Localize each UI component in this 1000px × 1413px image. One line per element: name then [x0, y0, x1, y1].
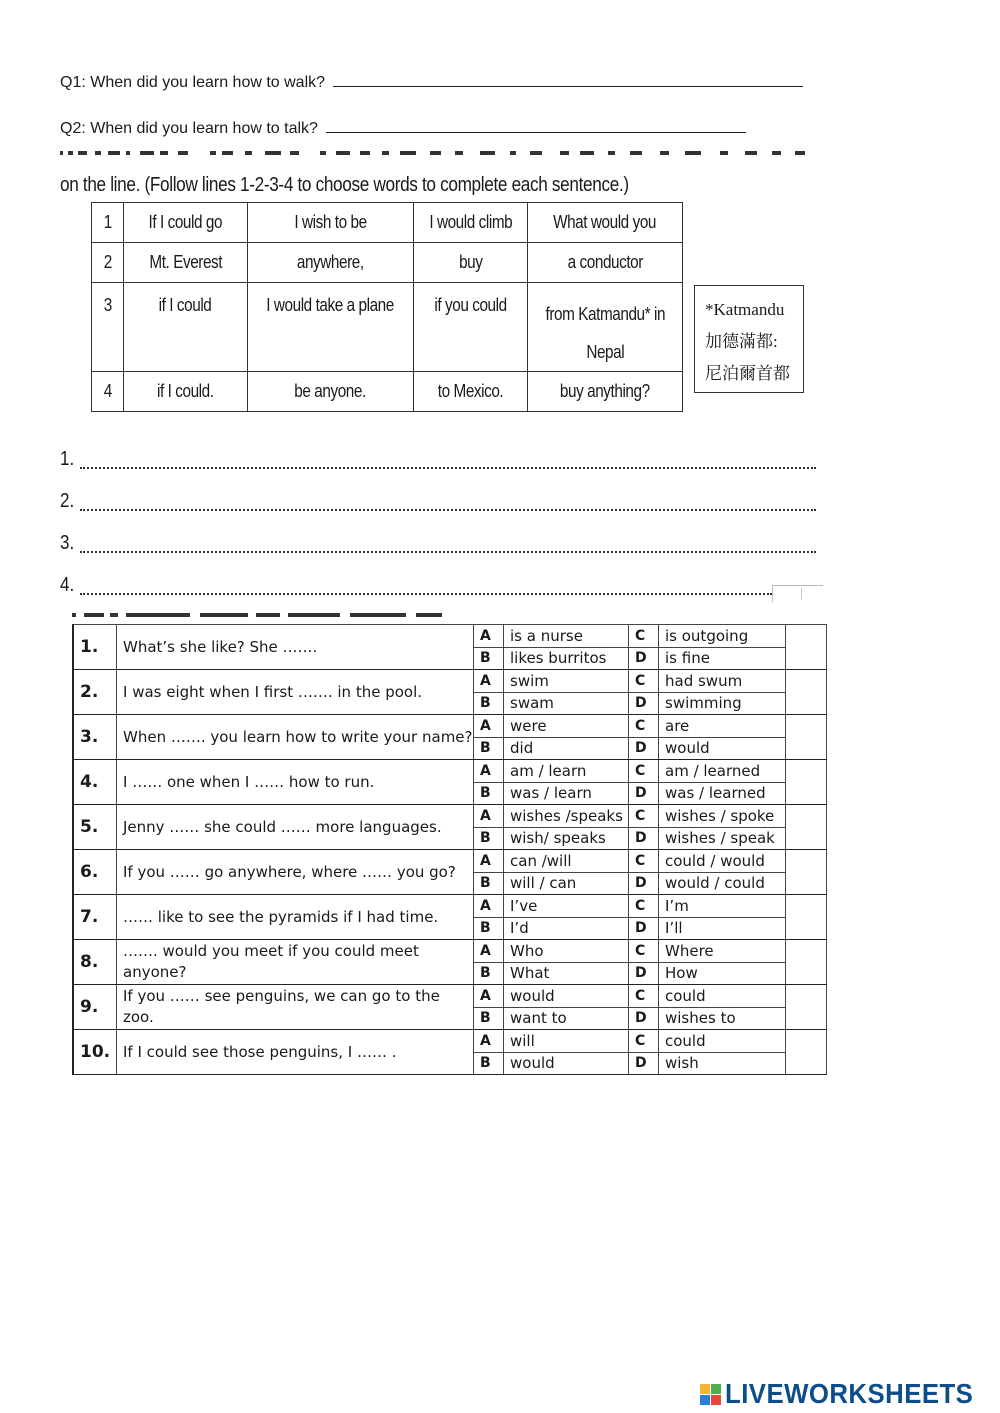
word-table-cell — [414, 283, 528, 372]
option-letter-b: B — [474, 737, 504, 760]
word-table-cell — [414, 243, 528, 283]
grammar-question-number: 6. — [73, 850, 117, 895]
answer-line-number: 4. — [60, 574, 75, 596]
grammar-row-top — [73, 1030, 827, 1053]
word-table-cell — [528, 283, 683, 372]
answer-line-3[interactable] — [60, 532, 816, 558]
liveworksheets-logo — [700, 1376, 995, 1412]
option-letter-a: A — [474, 670, 504, 693]
word-table-row-number — [92, 243, 124, 283]
word-table-row-number — [92, 283, 124, 372]
word-cell-text: if you could — [434, 295, 507, 315]
word-table-row — [92, 243, 683, 283]
option-c[interactable]: could / would — [659, 850, 786, 873]
option-letter-a: A — [474, 760, 504, 783]
option-letter-c: C — [629, 1030, 659, 1053]
answer-line-4[interactable] — [60, 574, 772, 600]
grammar-row-top — [73, 850, 827, 873]
question-1-label: Q1: When did you learn how to walk? — [60, 74, 326, 91]
grammar-row-top — [73, 760, 827, 783]
answer-line-number: 2. — [60, 490, 75, 512]
word-cell-text: a conductor — [567, 252, 643, 272]
option-letter-a: A — [474, 1030, 504, 1053]
option-letter-b: B — [474, 917, 504, 940]
option-letter-d: D — [629, 917, 659, 940]
option-letter-a: A — [474, 715, 504, 738]
word-table-row-number — [92, 203, 124, 243]
option-letter-c: C — [629, 940, 659, 963]
option-letter-a: A — [474, 940, 504, 963]
option-d[interactable]: swimming — [659, 692, 786, 715]
option-d[interactable]: would / could — [659, 872, 786, 895]
question-1 — [60, 72, 803, 92]
row-number-text: 1 — [103, 212, 112, 232]
part-heading-strokes — [72, 604, 472, 618]
answer-box[interactable] — [786, 1030, 827, 1075]
answer-box[interactable] — [786, 895, 827, 940]
option-c[interactable]: had swum — [659, 670, 786, 693]
answer-line-1[interactable] — [60, 448, 816, 474]
option-letter-b: B — [474, 872, 504, 895]
grammar-question-text: What’s she like? She ……. — [117, 625, 474, 670]
option-letter-a: A — [474, 850, 504, 873]
option-letter-d: D — [629, 962, 659, 985]
grammar-question-number: 8. — [73, 940, 117, 985]
option-c[interactable]: am / learned — [659, 760, 786, 783]
word-cell-text: I would climb — [429, 212, 512, 232]
word-cell-text: if I could — [159, 295, 212, 315]
word-cell-text: anywhere, — [297, 252, 364, 272]
logo-mark-icon — [700, 1384, 721, 1405]
grammar-question-text: …… like to see the pyramids if I had time. — [117, 895, 474, 940]
option-letter-d: D — [629, 1052, 659, 1075]
option-b[interactable]: would — [504, 1052, 629, 1075]
answer-line-2[interactable] — [60, 490, 816, 516]
word-table-cell — [124, 203, 248, 243]
word-table-cell — [124, 243, 248, 283]
grammar-question-number: 2. — [73, 670, 117, 715]
instruction-text: on the line. (Follow lines 1-2-3-4 to choose words to complete each sentence.) — [60, 174, 629, 196]
dotted-line — [80, 467, 816, 469]
option-d[interactable]: wishes / speak — [659, 827, 786, 850]
grammar-row-top — [73, 805, 827, 828]
option-letter-c: C — [629, 805, 659, 828]
option-letter-b: B — [474, 1007, 504, 1030]
word-cell-text: buy anything? — [560, 381, 650, 401]
option-c[interactable]: could — [659, 1030, 786, 1053]
word-table-cell — [414, 203, 528, 243]
option-d[interactable]: would — [659, 737, 786, 760]
cutoff-text-remnant — [60, 140, 810, 158]
option-letter-d: D — [629, 1007, 659, 1030]
dotted-line — [80, 509, 816, 511]
option-a[interactable]: can /will — [504, 850, 629, 873]
grammar-question-number: 3. — [73, 715, 117, 760]
option-d[interactable]: How — [659, 962, 786, 985]
answer-line-number: 3. — [60, 532, 75, 554]
word-cell-text: be anyone. — [294, 381, 367, 401]
footnote-line-3: 尼泊爾首都 — [705, 364, 790, 383]
answer-line-number: 1. — [60, 448, 75, 470]
word-cell-text: I would take a plane — [266, 295, 395, 315]
option-letter-d: D — [629, 872, 659, 895]
word-cell-text: to Mexico. — [437, 381, 504, 401]
grammar-table — [72, 624, 827, 1075]
option-c[interactable]: is outgoing — [659, 625, 786, 648]
option-b[interactable]: swam — [504, 692, 629, 715]
answer-box[interactable] — [786, 670, 827, 715]
option-letter-c: C — [629, 985, 659, 1008]
grammar-question-number: 4. — [73, 760, 117, 805]
option-a[interactable]: were — [504, 715, 629, 738]
option-c[interactable]: are — [659, 715, 786, 738]
question-2-answer-blank[interactable] — [326, 118, 746, 133]
option-a[interactable]: would — [504, 985, 629, 1008]
option-d[interactable]: I’ll — [659, 917, 786, 940]
grammar-question-text: If I could see those penguins, I …… . — [117, 1030, 474, 1075]
word-table-row — [92, 372, 683, 412]
option-a[interactable]: Who — [504, 940, 629, 963]
grammar-row-top — [73, 670, 827, 693]
option-letter-b: B — [474, 692, 504, 715]
word-table-row-number — [92, 372, 124, 412]
grammar-question-text: When ……. you learn how to write your name? — [117, 715, 474, 760]
word-table — [91, 202, 683, 412]
grammar-question-number: 10. — [73, 1030, 117, 1075]
option-b[interactable]: I’d — [504, 917, 629, 940]
dotted-line — [80, 551, 816, 553]
option-b[interactable]: want to — [504, 1007, 629, 1030]
word-cell-text: Mt. Everest — [149, 252, 222, 272]
option-d[interactable]: is fine — [659, 647, 786, 670]
word-table-cell — [528, 372, 683, 412]
answer-box[interactable] — [786, 940, 827, 985]
option-letter-b: B — [474, 962, 504, 985]
option-d[interactable]: was / learned — [659, 782, 786, 805]
option-c[interactable]: wishes / spoke — [659, 805, 786, 828]
row-number-text: 2 — [103, 252, 112, 272]
grammar-row-top — [73, 715, 827, 738]
word-cell-text: What would you — [553, 212, 657, 232]
option-c[interactable]: could — [659, 985, 786, 1008]
option-a[interactable]: am / learn — [504, 760, 629, 783]
word-table-cell — [248, 372, 414, 412]
option-letter-c: C — [629, 895, 659, 918]
option-letter-c: C — [629, 850, 659, 873]
grammar-question-number: 9. — [73, 985, 117, 1030]
option-letter-d: D — [629, 737, 659, 760]
option-letter-a: A — [474, 805, 504, 828]
grammar-row-top — [73, 895, 827, 918]
dotted-line — [80, 593, 772, 595]
option-a[interactable]: swim — [504, 670, 629, 693]
option-c[interactable]: I’m — [659, 895, 786, 918]
option-letter-d: D — [629, 647, 659, 670]
option-letter-c: C — [629, 715, 659, 738]
cutoff-text-strokes — [60, 140, 810, 158]
grammar-row-top — [73, 940, 827, 963]
word-cell-text: If I could go — [148, 212, 223, 232]
option-letter-a: A — [474, 895, 504, 918]
word-table-cell — [528, 243, 683, 283]
option-letter-a: A — [474, 625, 504, 648]
word-table-cell — [528, 203, 683, 243]
option-letter-a: A — [474, 985, 504, 1008]
katmandu-footnote-box — [694, 285, 804, 393]
option-b[interactable]: will / can — [504, 872, 629, 895]
grammar-question-text: If you …… see penguins, we can go to the zoo. — [117, 985, 474, 1030]
question-1-answer-blank[interactable] — [333, 72, 803, 87]
answer-box[interactable] — [786, 850, 827, 895]
option-b[interactable]: What — [504, 962, 629, 985]
answer-box[interactable] — [786, 715, 827, 760]
grammar-question-text: Jenny …… she could …… more languages. — [117, 805, 474, 850]
part-heading-remnant — [72, 604, 472, 618]
option-b[interactable]: did — [504, 737, 629, 760]
option-letter-c: C — [629, 670, 659, 693]
word-table-cell — [414, 372, 528, 412]
answer-box[interactable] — [786, 805, 827, 850]
grammar-question-text: ……. would you meet if you could meet anyone? — [117, 940, 474, 985]
grammar-question-text: If you …… go anywhere, where …… you go? — [117, 850, 474, 895]
option-c[interactable]: Where — [659, 940, 786, 963]
word-cell-text-line2: Nepal — [586, 342, 624, 362]
option-letter-c: C — [629, 760, 659, 783]
answer-box[interactable] — [786, 985, 827, 1030]
option-a[interactable]: wishes /speaks — [504, 805, 629, 828]
option-letter-d: D — [629, 782, 659, 805]
word-cell-text: buy — [458, 252, 483, 272]
option-letter-b: B — [474, 782, 504, 805]
footnote-line-2: 加德滿都: — [705, 332, 778, 351]
option-a[interactable]: is a nurse — [504, 625, 629, 648]
word-table-cell — [124, 283, 248, 372]
answer-box[interactable] — [786, 625, 827, 670]
grammar-question-number: 1. — [73, 625, 117, 670]
row-number-text: 4 — [103, 381, 112, 401]
option-letter-c: C — [629, 625, 659, 648]
grammar-question-number: 7. — [73, 895, 117, 940]
option-letter-d: D — [629, 692, 659, 715]
word-table-row — [92, 203, 683, 243]
logo-text: LIVEWORKSHEETS — [725, 1378, 974, 1409]
option-letter-b: B — [474, 827, 504, 850]
grammar-question-number: 5. — [73, 805, 117, 850]
option-letter-b: B — [474, 1052, 504, 1075]
word-table-cell — [248, 283, 414, 372]
page-corner-fragment — [772, 585, 823, 602]
word-table-cell — [124, 372, 248, 412]
grammar-row-top — [73, 985, 827, 1008]
footnote-line-1: *Katmandu — [705, 300, 785, 319]
answer-box[interactable] — [786, 760, 827, 805]
grammar-row-top — [73, 625, 827, 648]
word-cell-text: if I could. — [157, 381, 214, 401]
option-a[interactable]: I’ve — [504, 895, 629, 918]
word-table-cell — [248, 243, 414, 283]
option-letter-d: D — [629, 827, 659, 850]
question-2 — [60, 118, 746, 138]
option-d[interactable]: wish — [659, 1052, 786, 1075]
word-cell-text: from Katmandu* in — [545, 304, 665, 324]
option-d[interactable]: wishes to — [659, 1007, 786, 1030]
word-table-row — [92, 283, 683, 372]
option-a[interactable]: will — [504, 1030, 629, 1053]
grammar-question-text: I …… one when I …… how to run. — [117, 760, 474, 805]
option-b[interactable]: was / learn — [504, 782, 629, 805]
option-letter-b: B — [474, 647, 504, 670]
row-number-text: 3 — [103, 295, 112, 315]
word-table-cell — [248, 203, 414, 243]
grammar-question-text: I was eight when I first ……. in the pool. — [117, 670, 474, 715]
word-cell-text: I wish to be — [294, 212, 367, 232]
option-b[interactable]: wish/ speaks — [504, 827, 629, 850]
option-b[interactable]: likes burritos — [504, 647, 629, 670]
question-2-label: Q2: When did you learn how to talk? — [60, 120, 318, 137]
